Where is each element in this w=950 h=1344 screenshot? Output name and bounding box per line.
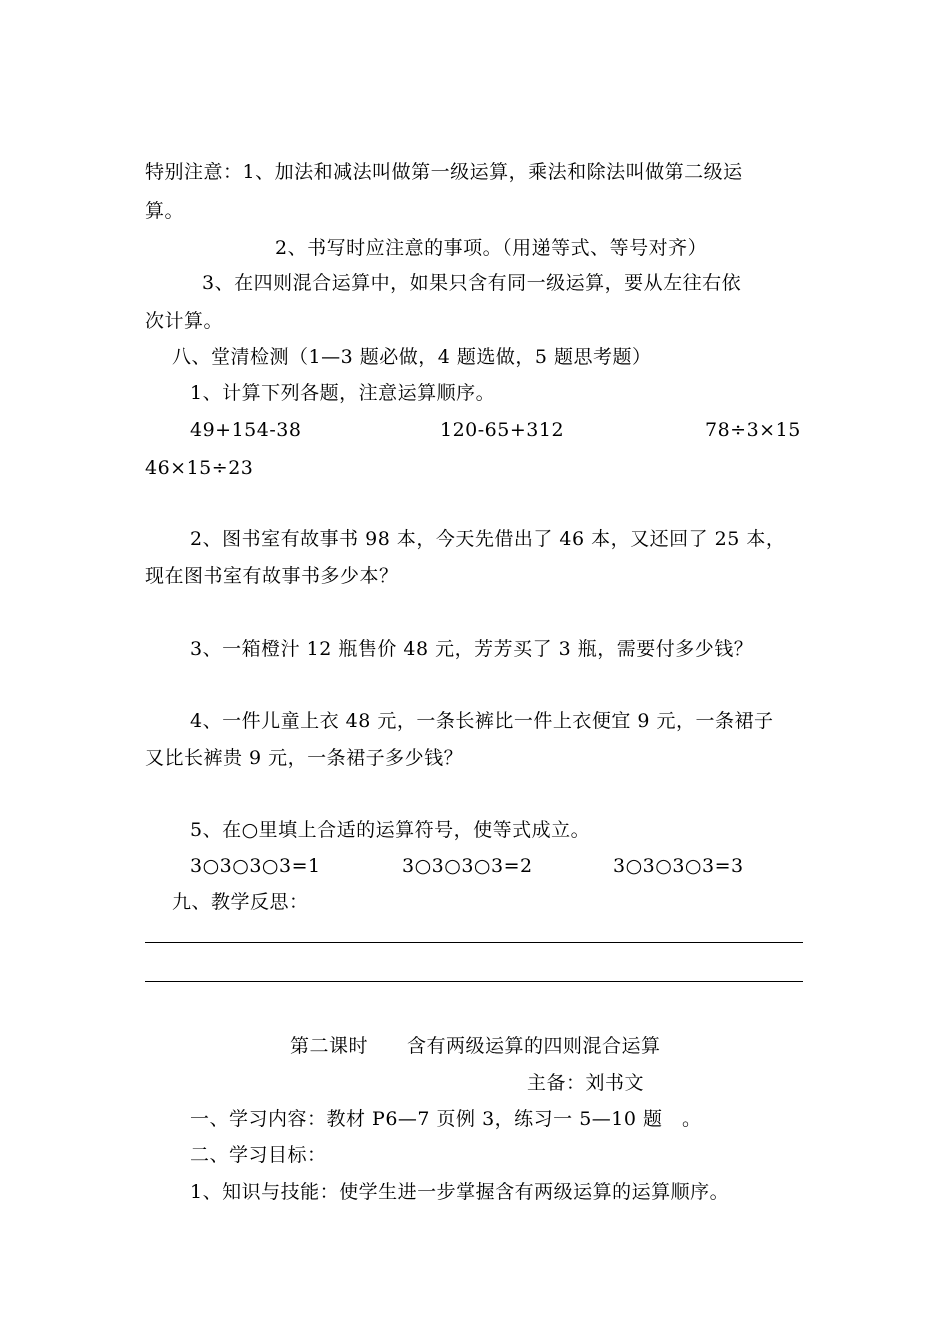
- q4-line2: 又比长裤贵 9 元，一条裙子多少钱？: [145, 747, 464, 769]
- lesson2-author: 主备：刘书文: [527, 1072, 645, 1094]
- q2-line1: 2、图书室有故事书 98 本，今天先借出了 46 本，又还回了 25 本，: [190, 528, 786, 550]
- q1-expr-4: 46×15÷23: [145, 457, 254, 479]
- note3-line1: 3、在四则混合运算中，如果只含有同一级运算，要从左往右依: [202, 272, 742, 294]
- check-heading: 八、堂清检测（1—3 题必做，4 题选做，5 题思考题）: [172, 346, 652, 368]
- q3: 3、一箱橙汁 12 瓶售价 48 元，芳芳买了 3 瓶，需要付多少钱？: [190, 638, 754, 660]
- note3-line2: 次计算。: [145, 310, 224, 332]
- lesson2-content: 一、学习内容：教材 P6—7 页例 3，练习一 5—10 题 。: [190, 1108, 702, 1130]
- q1-expr-3: 78÷3×15: [705, 419, 801, 441]
- q1-expr-1: 49+154-38: [190, 419, 302, 441]
- q4-line1: 4、一件儿童上衣 48 元，一条长裤比一件上衣便宜 9 元，一条裙子: [190, 710, 774, 732]
- lesson2-title: 第二课时 含有两级运算的四则混合运算: [290, 1035, 661, 1057]
- note1-line1: 特别注意：1、加法和减法叫做第一级运算，乘法和除法叫做第二级运: [145, 161, 743, 183]
- q1-expr-2: 120-65+312: [440, 419, 565, 441]
- note1-line2: 算。: [145, 200, 185, 222]
- note2: 2、书写时应注意的事项。（用递等式、等号对齐）: [275, 237, 708, 259]
- q5-eq-3: 3○3○3○3=3: [613, 855, 744, 877]
- reflection-heading: 九、教学反思：: [172, 891, 309, 913]
- reflection-line-2: [145, 981, 803, 982]
- reflection-line-1: [145, 942, 803, 943]
- q5-eq-2: 3○3○3○3=2: [402, 855, 533, 877]
- q1-text: 1、计算下列各题，注意运算顺序。: [190, 382, 496, 404]
- q5-eq-1: 3○3○3○3=1: [190, 855, 321, 877]
- lesson2-goals-heading: 二、学习目标：: [190, 1144, 327, 1166]
- q5-text: 5、在○里填上合适的运算符号，使等式成立。: [190, 819, 591, 841]
- q2-line2: 现在图书室有故事书多少本？: [145, 565, 399, 587]
- lesson2-goal1: 1、知识与技能：使学生进一步掌握含有两级运算的运算顺序。: [190, 1181, 730, 1203]
